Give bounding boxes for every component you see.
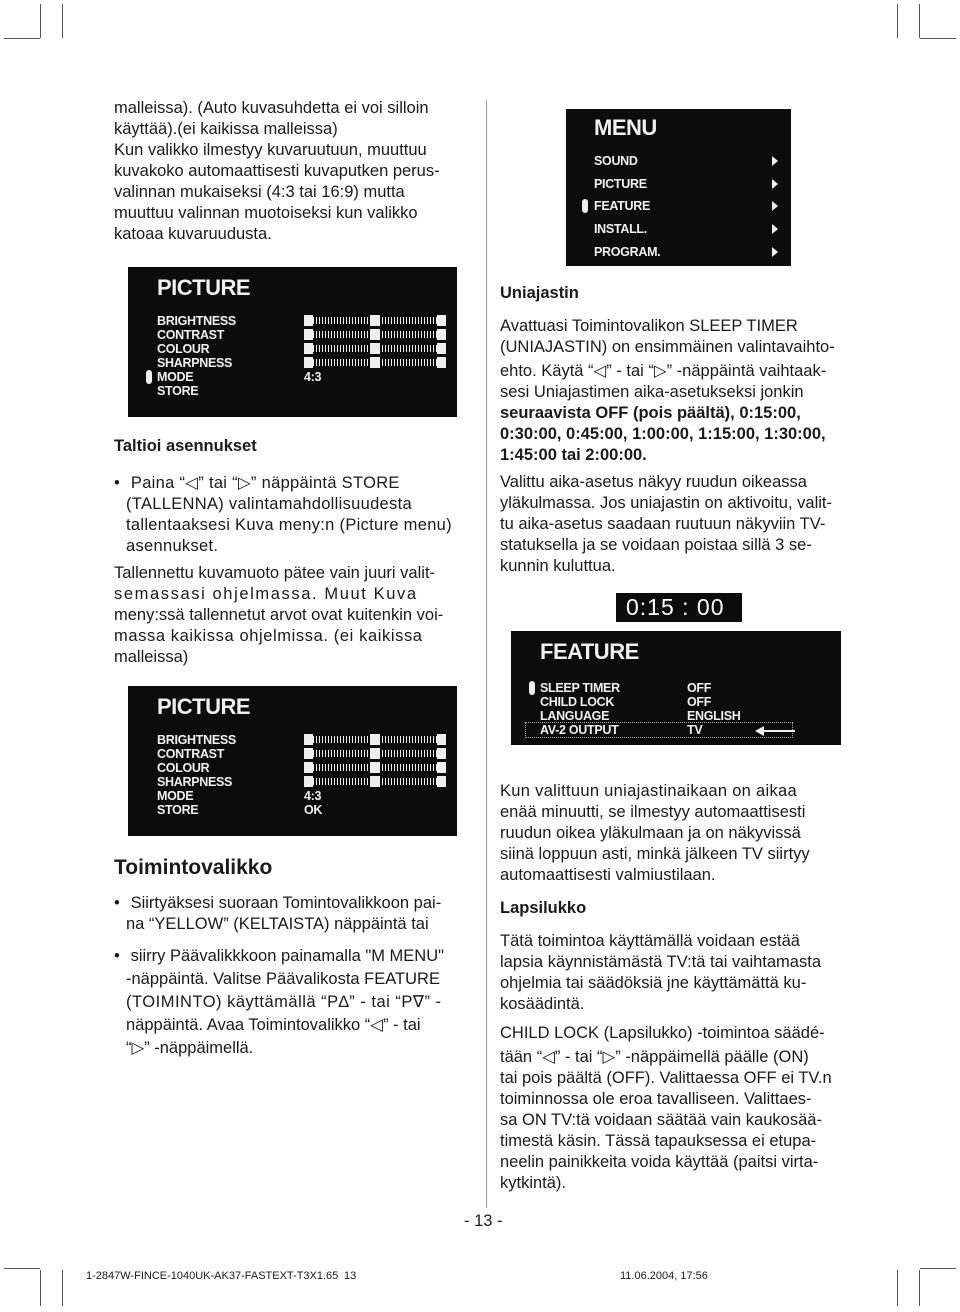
selection-pointer-icon <box>582 199 588 213</box>
text-line: Kun valikko ilmestyy kuvaruutuun, muuttuu <box>114 141 427 159</box>
crop-mark <box>920 38 956 39</box>
pointer-arrowhead-icon <box>755 726 764 736</box>
menu-item: CONTRAST <box>157 747 225 761</box>
chevron-right-icon <box>772 156 778 166</box>
text-line: muuttuu valinnan muotoiseksi kun valikko <box>114 204 418 222</box>
timer-value: 0:15 : 00 <box>626 594 725 620</box>
menu-value: TV <box>687 723 703 737</box>
text-line: 1:45:00 tai 2:00:00. <box>500 446 647 464</box>
crop-mark <box>897 1270 898 1306</box>
text-line: ohjelmia tai säädöksiä jne käyttämättä ku- <box>500 974 807 992</box>
text-line: Kun valittuun uniajastinaikaan on aikaa <box>500 782 797 800</box>
text-line: timestä käsin. Tässä tapauksessa ei etupa- <box>500 1132 817 1150</box>
menu-item: LANGUAGE <box>540 709 610 723</box>
menu-item: PICTURE <box>594 177 647 191</box>
picture-menu-screenshot <box>128 267 457 417</box>
sleep-timer-display <box>616 593 742 622</box>
after-feature-text <box>500 781 860 1194</box>
mode-value: 4:3 <box>304 370 322 384</box>
crop-mark <box>62 1270 63 1306</box>
brightness-slider <box>304 736 446 743</box>
menu-value: OFF <box>687 681 712 695</box>
section-heading: Uniajastin <box>500 284 579 302</box>
menu-item: STORE <box>157 803 199 817</box>
section-heading: Toimintovalikko <box>114 856 273 879</box>
menu-item: SHARPNESS <box>157 356 233 370</box>
selection-pointer-icon <box>146 370 152 384</box>
text-line: ehto. Käytä “◁” - tai “▷” -näppäintä vaihtaak- <box>500 362 827 380</box>
crop-mark <box>40 4 41 38</box>
text-line: Tätä toimintoa käyttämällä voidaan estää <box>500 932 800 950</box>
contrast-slider <box>304 750 446 757</box>
menu-item: CONTRAST <box>157 328 225 342</box>
pointer-arrow-icon <box>763 730 795 732</box>
selection-pointer-icon <box>529 681 535 695</box>
menu-item: FEATURE <box>594 199 650 213</box>
chevron-right-icon <box>772 247 778 257</box>
menu-title: MENU <box>594 115 657 140</box>
text-line: asennukset. <box>126 537 219 555</box>
menu-item: SHARPNESS <box>157 775 233 789</box>
picture-menu-store-screenshot <box>128 686 457 836</box>
menu-item: SLEEP TIMER <box>540 681 620 695</box>
text-line: kytkintä). <box>500 1174 567 1192</box>
text-line: massa kaikissa ohjelmissa. (ei kaikissa <box>114 627 423 645</box>
print-date: 11.06.2004, 17:56 <box>620 1270 708 1282</box>
uniajastin-section <box>500 283 860 577</box>
text-line: semassasi ohjelmassa. Muut Kuva <box>114 585 418 603</box>
text-line: na “YELLOW” (KELTAISTA) näppäintä tai <box>126 915 429 933</box>
crop-mark <box>62 4 63 38</box>
menu-item: INSTALL. <box>594 222 647 236</box>
sharpness-slider <box>304 778 446 785</box>
text-line: käyttää).(ei kaikissa malleissa) <box>114 120 338 138</box>
menu-item: BRIGHTNESS <box>157 733 236 747</box>
menu-title: PICTURE <box>157 275 251 300</box>
toim-bullet-yellow <box>114 893 474 935</box>
taltioi-section <box>114 436 472 668</box>
menu-item: SOUND <box>594 154 638 168</box>
menu-item: STORE <box>157 384 199 398</box>
menu-item: PROGRAM. <box>594 245 661 259</box>
toimintovalikko-section <box>114 855 474 1060</box>
text-line: automaattisesti valmiustilaan. <box>500 866 716 884</box>
column-divider <box>486 100 487 1208</box>
text-line: -näppäintä. Valitse Päävalikosta FEATURE <box>126 970 440 988</box>
taltioi-bullet <box>114 473 472 557</box>
text-line: Paina “◁” tai “▷” näppäintä STORE <box>130 474 400 492</box>
menu-item: MODE <box>157 370 194 384</box>
crop-mark <box>920 1268 956 1269</box>
text-line: Tallennettu kuvamuoto pätee vain juuri valit- <box>114 564 436 582</box>
text-line: kuvakoko automaattisesti kuvaputken perus- <box>114 162 440 180</box>
store-value: OK <box>304 803 323 817</box>
menu-title: PICTURE <box>157 694 251 719</box>
feature-menu-screenshot <box>511 631 841 745</box>
section-heading: Taltioi asennukset <box>114 437 257 455</box>
menu-item: COLOUR <box>157 761 210 775</box>
mode-value: 4:3 <box>304 789 322 803</box>
text-line: valinnan mukaiseksi (4:3 tai 16:9) mutta <box>114 183 405 201</box>
section-heading: Lapsilukko <box>500 899 587 917</box>
text-line: (UNIAJASTIN) on ensimmäinen valintavaihto- <box>500 338 835 356</box>
text-line: meny:ssä tallennetut arvot ovat kuitenkin voi- <box>114 606 444 624</box>
brightness-slider <box>304 317 446 324</box>
page-number: - 13 - <box>464 1212 503 1230</box>
chevron-right-icon <box>772 179 778 189</box>
crop-mark <box>4 1268 40 1269</box>
text-line: tään “◁” - tai “▷” -näppäimellä päälle (ON) <box>500 1048 809 1066</box>
crop-mark <box>897 4 898 38</box>
menu-item: BRIGHTNESS <box>157 314 236 328</box>
menu-item: COLOUR <box>157 342 210 356</box>
menu-item: MODE <box>157 789 194 803</box>
text-line: kunnin kuluttua. <box>500 557 616 575</box>
text-line: tai pois päältä (OFF). Valittaessa OFF ei TV.n <box>500 1069 832 1087</box>
text-line: (TALLENNA) valintamahdollisuudesta <box>126 495 412 513</box>
chevron-right-icon <box>772 201 778 211</box>
colour-slider <box>304 764 446 771</box>
text-line: sa ON TV:tä voidaan säätää vain kaukosää- <box>500 1111 822 1129</box>
menu-item: CHILD LOCK <box>540 695 615 709</box>
sheet-number: 13 <box>344 1270 357 1282</box>
text-line: kosäädintä. <box>500 995 585 1013</box>
colour-slider <box>304 345 446 352</box>
text-line: siinä loppuun asti, minkä jälkeen TV siirtyy <box>500 845 810 863</box>
contrast-slider <box>304 331 446 338</box>
menu-title: FEATURE <box>540 639 639 664</box>
text-line: CHILD LOCK (Lapsilukko) -toimintoa säädé- <box>500 1024 825 1042</box>
intro-text <box>114 98 472 245</box>
text-line: 0:30:00, 0:45:00, 1:00:00, 1:15:00, 1:30:00, <box>500 425 826 443</box>
text-line: Siirtyäksesi suoraan Tomintovalikkoon pai- <box>130 894 442 912</box>
text-line: ruudun oikea yläkulmaan ja on näkyvissä <box>500 824 801 842</box>
menu-item: AV-2 OUTPUT <box>540 723 619 737</box>
crop-mark <box>919 4 920 38</box>
crop-mark <box>919 1270 920 1306</box>
text-line: statuksella ja se voidaan poistaa sillä 3 se- <box>500 536 812 554</box>
text-line: tu aika-asetus saadaan ruutuun näkyviin TV- <box>500 515 826 533</box>
text-line: (TOIMINTO) käyttämällä “P∆” - tai “P∇” - <box>126 993 442 1011</box>
main-menu-screenshot <box>566 109 791 266</box>
text-line: sesi Uniajastimen aika-asetukseksi jonkin <box>500 383 804 401</box>
sharpness-slider <box>304 359 446 366</box>
text-line: malleissa) <box>114 648 189 666</box>
text-line: Avattuasi Toimintovalikon SLEEP TIMER <box>500 317 798 335</box>
text-line: seuraavista OFF (pois päältä), 0:15:00, <box>500 404 801 422</box>
menu-value: OFF <box>687 695 712 709</box>
text-line: toiminnossa ole eroa tavalliseen. Valittaes- <box>500 1090 812 1108</box>
toim-bullet-menu <box>114 945 474 1060</box>
text-line: yläkulmassa. Jos uniajastin on aktivoitu, valit- <box>500 494 832 512</box>
chevron-right-icon <box>772 224 778 234</box>
text-line: “▷” -näppäimellä. <box>126 1039 254 1057</box>
text-line: lapsia käynnistämästä TV:tä tai vaihtamasta <box>500 953 821 971</box>
text-line: siirry Päävalikkkoon painamalla "M MENU" <box>130 947 444 965</box>
text-line: neelin painikkeita voida käyttää (paitsi virta- <box>500 1153 819 1171</box>
crop-mark <box>40 1270 41 1306</box>
text-line: Valittu aika-asetus näkyy ruudun oikeassa <box>500 473 807 491</box>
text-line: enää minuutti, se ilmestyy automaattisesti <box>500 803 806 821</box>
text-line: malleissa). (Auto kuvasuhdetta ei voi silloin <box>114 99 429 117</box>
text-line: näppäintä. Avaa Toimintovalikko “◁” - tai <box>126 1016 421 1034</box>
menu-value: ENGLISH <box>687 709 741 723</box>
crop-mark <box>4 38 40 39</box>
text-line: katoaa kuvaruudusta. <box>114 225 272 243</box>
text-line: tallentaaksesi Kuva meny:n (Picture menu) <box>126 516 452 534</box>
file-name: 1-2847W-FINCE-1040UK-AK37-FASTEXT-T3X1.65 <box>86 1270 339 1282</box>
